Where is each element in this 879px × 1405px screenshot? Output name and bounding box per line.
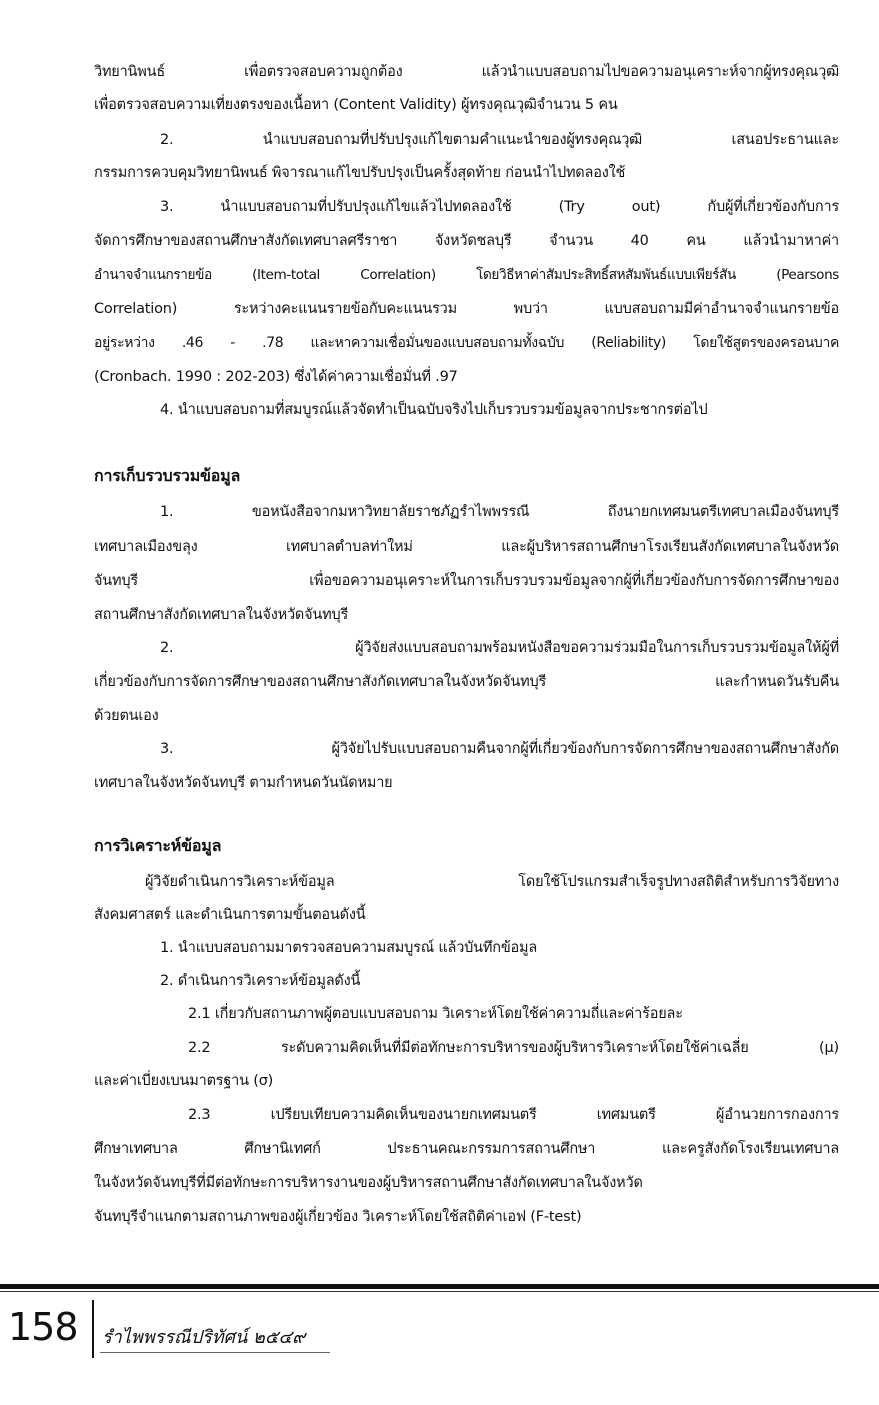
text-line: เทศบาลเมืองขลุง เทศบาลตำบลท่าใหม่ และผู้บริหารสถานศึกษาโรงเรียนสังกัดเทศบาลในจังหวัด <box>94 539 839 555</box>
text-line: อยู่ระหว่าง .46 - .78 และหาความเชื่อมั่นของแบบสอบถามทั้งฉบับ (Reliability) โดยใช้สูตรของครอนบาค <box>94 335 839 351</box>
text-line: 2.1 เกี่ยวกับสถานภาพผู้ตอบแบบสอบถาม วิเคราะห์โดยใช้ค่าความถี่และค่าร้อยละ <box>188 1006 683 1022</box>
text-line: 2. ดำเนินการวิเคราะห์ข้อมูลดังนี้ <box>160 973 361 989</box>
footer-rule-thin <box>0 1291 879 1292</box>
text-line: จันทบุรีจำแนกตามสถานภาพของผู้เกี่ยวข้อง วิเคราะห์โดยใช้สถิติค่าเอฟ (F-test) <box>94 1209 582 1225</box>
text-line: 2.3 เปรียบเทียบความคิดเห็นของนายกเทศมนตรี เทศมนตรี ผู้อำนวยการกองการ <box>188 1107 839 1123</box>
text-line: เพื่อตรวจสอบความเที่ยงตรงของเนื้อหา (Content Validity) ผู้ทรงคุณวุฒิจำนวน 5 คน <box>94 97 618 113</box>
text-line: เกี่ยวข้องกับการจัดการศึกษาของสถานศึกษาสังกัดเทศบาลในจังหวัดจันทบุรี และกำหนดวันรับคืน <box>94 674 839 690</box>
text-line: สถานศึกษาสังกัดเทศบาลในจังหวัดจันทบุรี <box>94 607 349 623</box>
text-line: ผู้วิจัยดำเนินการวิเคราะห์ข้อมูล โดยใช้โปรแกรมสำเร็จรูปทางสถิติสำหรับการวิจัยทาง <box>145 874 839 890</box>
text-line: เทศบาลในจังหวัดจันทบุรี ตามกำหนดวันนัดหมาย <box>94 775 393 791</box>
text-line: 2.2 ระดับความคิดเห็นที่มีต่อทักษะการบริหารของผู้บริหารวิเคราะห์โดยใช้ค่าเฉลี่ย (μ) <box>188 1040 839 1056</box>
footer-rule <box>0 1284 879 1289</box>
text-line: ด้วยตนเอง <box>94 708 159 724</box>
text-line: จันทบุรี เพื่อขอความอนุเคราะห์ในการเก็บรวบรวมข้อมูลจากผู้ที่เกี่ยวข้องกับการจัดการศึกษาของ <box>94 573 839 589</box>
text-line: 4. นำแบบสอบถามที่สมบูรณ์แล้วจัดทำเป็นฉบับจริงไปเก็บรวบรวมข้อมูลจากประชากรต่อไป <box>160 402 708 418</box>
text-line: 1. นำแบบสอบถามมาตรวจสอบความสมบูรณ์ แล้วบันทึกข้อมูล <box>160 940 538 956</box>
text-line: 2. ผู้วิจัยส่งแบบสอบถามพร้อมหนังสือขอความร่วมมือในการเก็บรวบรวมข้อมูลให้ผู้ที่ <box>160 640 839 656</box>
text-line: วิทยานิพนธ์ เพื่อตรวจสอบความถูกต้อง แล้วนำแบบสอบถามไปขอความอนุเคราะห์จากผู้ทรงคุณวุฒิ <box>94 64 839 80</box>
section-heading-data-analysis: การวิเคราะห์ข้อมูล <box>94 836 222 855</box>
text-line: (Cronbach. 1990 : 202-203) ซึ่งได้ค่าความเชื่อมั่นที่ .97 <box>94 369 458 385</box>
section-heading-data-collection: การเก็บรวบรวมข้อมูล <box>94 466 241 485</box>
text-line: อำนาจจำแนกรายข้อ (Item-total Correlation) โดยวิธีหาค่าสัมประสิทธิ์สหสัมพันธ์แบบเพียร์สัน (Pearsons <box>94 267 839 283</box>
text-line: จัดการศึกษาของสถานศึกษาสังกัดเทศบาลศรีราชา จังหวัดชลบุรี จำนวน 40 คน แล้วนำมาหาค่า <box>94 233 839 249</box>
page-number: 158 <box>8 1305 78 1349</box>
text-line: ศึกษาเทศบาล ศึกษานิเทศก์ ประธานคณะกรรมการสถานศึกษา และครูสังกัดโรงเรียนเทศบาล <box>94 1141 839 1157</box>
text-line: และค่าเบี่ยงเบนมาตรฐาน (σ) <box>94 1073 274 1089</box>
journal-title: รำไพพรรณีปริทัศน์ ๒๕๔๙ <box>102 1327 306 1348</box>
text-line: 1. ขอหนังสือจากมหาวิทยาลัยราชภัฏรำไพพรรณี ถึงนายกเทศมนตรีเทศบาลเมืองจันทบุรี <box>160 504 839 520</box>
text-line: 2. นำแบบสอบถามที่ปรับปรุงแก้ไขตามคำแนะนำของผู้ทรงคุณวุฒิ เสนอประธานและ <box>160 132 839 148</box>
text-line: 3. นำแบบสอบถามที่ปรับปรุงแก้ไขแล้วไปทดลองใช้ (Try out) กับผู้ที่เกี่ยวข้องกับการ <box>160 199 839 215</box>
text-line: 3. ผู้วิจัยไปรับแบบสอบถามคืนจากผู้ที่เกี่ยวข้องกับการจัดการศึกษาของสถานศึกษาสังกัด <box>160 741 839 757</box>
text-line: กรรมการควบคุมวิทยานิพนธ์ พิจารณาแก้ไขปรับปรุงเป็นครั้งสุดท้าย ก่อนนำไปทดลองใช้ <box>94 165 626 181</box>
text-line: Correlation) ระหว่างคะแนนรายข้อกับคะแนนรวม พบว่า แบบสอบถามมีค่าอำนาจจำแนกรายข้อ <box>94 301 839 317</box>
text-line: สังคมศาสตร์ และดำเนินการตามขั้นตอนดังนี้ <box>94 907 366 923</box>
journal-underline <box>100 1352 330 1353</box>
footer-divider <box>92 1300 94 1358</box>
text-line: ในจังหวัดจันทบุรีที่มีต่อทักษะการบริหารงานของผู้บริหารสถานศึกษาสังกัดเทศบาลในจังหวัด <box>94 1175 643 1191</box>
